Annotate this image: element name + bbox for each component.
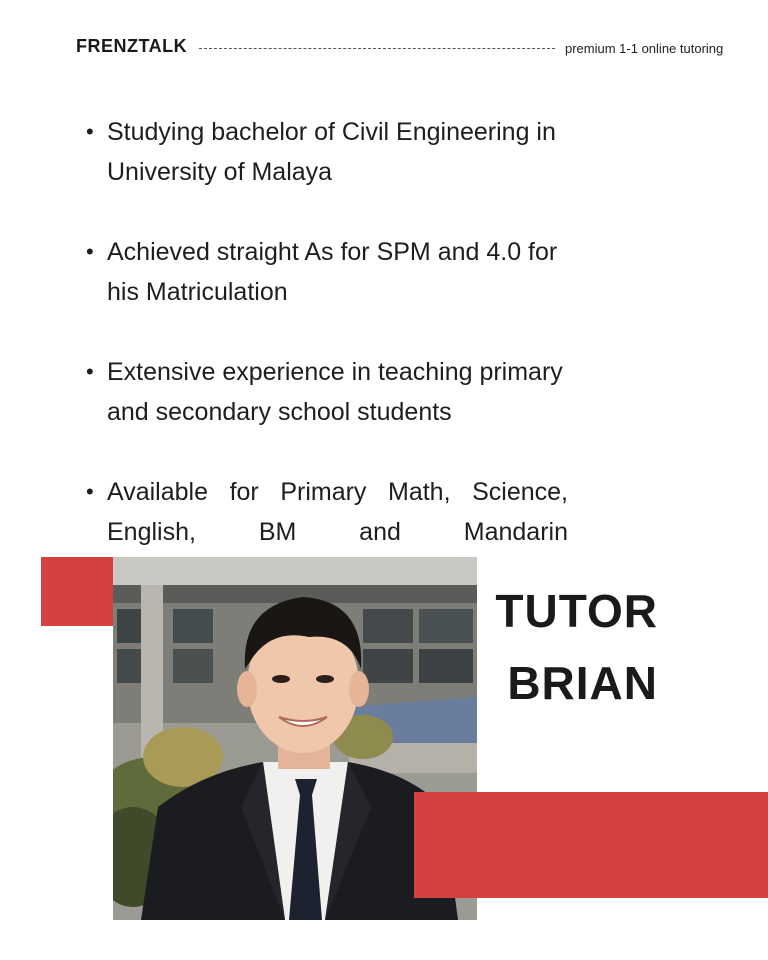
bullet-icon: •: [86, 479, 94, 504]
brand-logo: FRENZTALK: [76, 36, 188, 56]
bullet-line-2: his Matriculation: [107, 278, 288, 306]
header: [76, 36, 742, 58]
bullet-line-1: Available for Primary Math, Science,: [107, 478, 568, 506]
accent-block-right: [414, 792, 768, 898]
tutor-title-line-2: BRIAN: [507, 657, 658, 709]
bullet-line-1: Extensive experience in teaching primary: [107, 358, 563, 386]
header-divider: [199, 48, 555, 49]
tutor-title-line-1: TUTOR: [495, 585, 658, 637]
bullet-icon: •: [86, 119, 94, 144]
bullet-line-1: Studying bachelor of Civil Engineering in: [107, 118, 556, 146]
bullet-line-1: Achieved straight As for SPM and 4.0 for: [107, 238, 558, 266]
bullet-line-2: and secondary school students: [107, 398, 452, 426]
bullet-icon: •: [86, 359, 94, 384]
qualification-list: [86, 112, 568, 592]
accent-block-left: [41, 557, 114, 626]
list-item: [86, 112, 568, 192]
bullet-icon: •: [86, 239, 94, 264]
list-item: [86, 472, 568, 552]
bullet-line-2: English, BM and Mandarin: [107, 518, 568, 546]
tagline: premium 1-1 online tutoring: [565, 41, 724, 56]
list-item: [86, 352, 568, 432]
list-item: [86, 232, 568, 312]
bullet-line-2: University of Malaya: [107, 158, 333, 186]
